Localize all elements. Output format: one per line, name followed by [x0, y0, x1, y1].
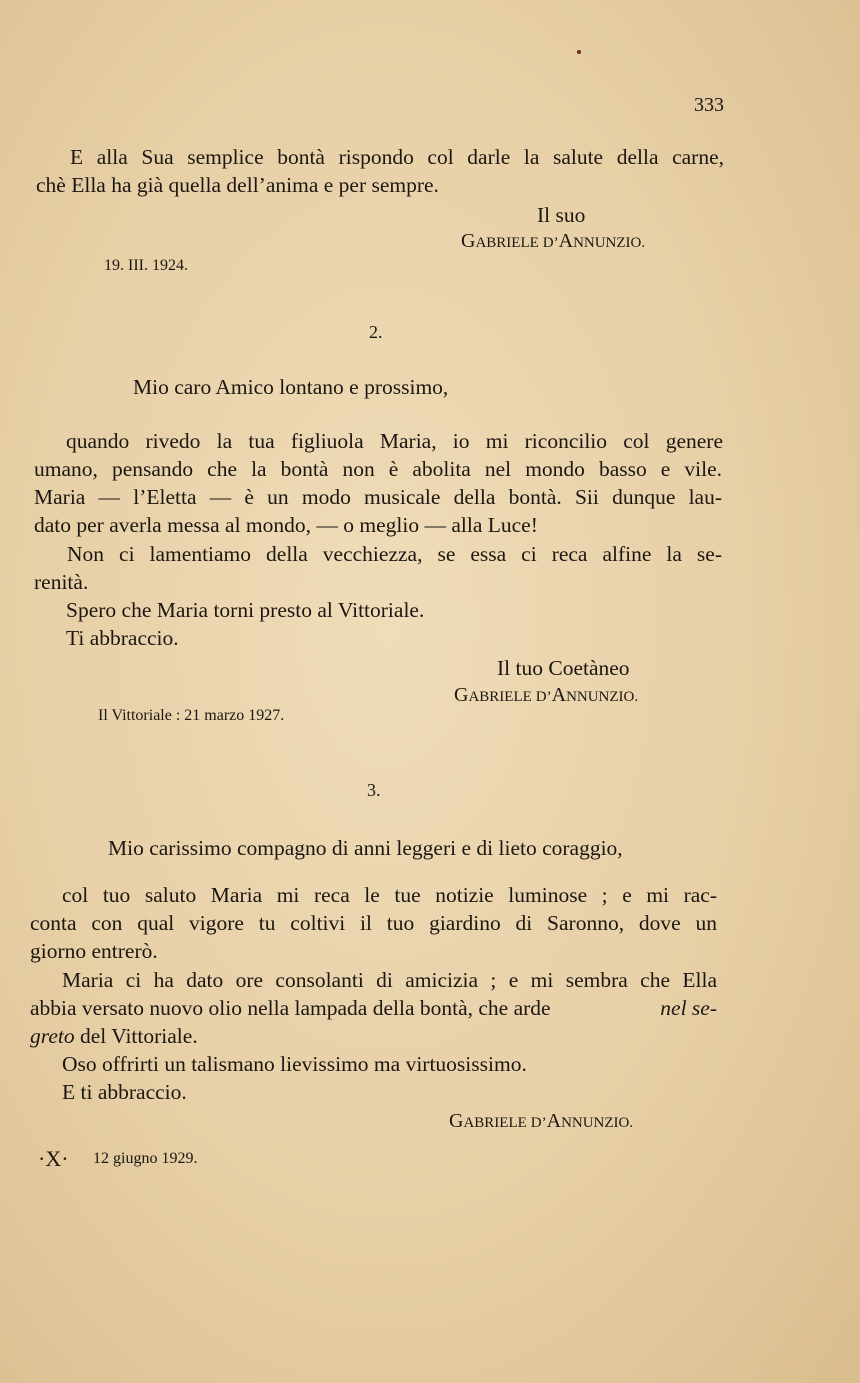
letter2-date: Il Vittoriale : 21 marzo 1927.: [98, 707, 285, 724]
letter2-line-1: quando rivedo la tua figliuola Maria, io mi riconcilio col genere: [66, 429, 723, 453]
letter1-signature: GABRIELE D’ANNUNZIO.: [461, 230, 646, 252]
letter1-line-2: chè Ella ha già quella dell’anima e per sempre.: [36, 173, 439, 197]
letter2-signature: GABRIELE D’ANNUNZIO.: [454, 684, 639, 706]
letter3-line-6: greto del Vittoriale.: [30, 1024, 198, 1048]
letter1-date: 19. III. 1924.: [104, 257, 188, 274]
letter2-line-5: Non ci lamentiamo della vecchiezza, se essa ci reca alfine la se-: [67, 542, 722, 566]
letter3-line-5: abbia versato nuovo olio nella lampada della bontà, che arde nel se-: [30, 996, 717, 1020]
page-number: 333: [694, 94, 724, 116]
letter2-closing: Il tuo Coetàneo: [497, 656, 630, 680]
letter1-closing: Il suo: [537, 203, 586, 227]
letter3-line-3: giorno entrerò.: [30, 939, 158, 963]
letter3-line-8: E ti abbraccio.: [62, 1080, 187, 1104]
letter3-line-1: col tuo saluto Maria mi reca le tue notizie luminose ; e mi rac-: [62, 883, 717, 907]
letter3-line-4: Maria ci ha dato ore consolanti di amicizia ; e mi sembra che Ella: [62, 968, 717, 992]
letter3-salutation: Mio carissimo compagno di anni leggeri e di lieto coraggio,: [108, 836, 623, 860]
letter3-date: 12 giugno 1929.: [93, 1150, 198, 1167]
letter3-line-7: Oso offrirti un talismano lievissimo ma virtuosissimo.: [62, 1052, 527, 1076]
letter2-line-8: Ti abbraccio.: [66, 626, 179, 650]
letter3-number: 3.: [367, 780, 381, 800]
letter3-signature: GABRIELE D’ANNUNZIO.: [449, 1110, 634, 1132]
letter1-line-1: E alla Sua semplice bontà rispondo col darle la salute della carne,: [70, 145, 724, 169]
letter2-number: 2.: [369, 322, 383, 342]
italic-fragment: nel se-: [660, 996, 717, 1020]
letter2-line-4: dato per averla messa al mondo, — o meglio — alla Luce!: [34, 513, 538, 537]
letter3-line-2: conta con qual vigore tu coltivi il tuo giardino di Saronno, dove un: [30, 911, 717, 935]
letter2-line-7: Spero che Maria torni presto al Vittoriale.: [66, 598, 425, 622]
letter2-line-6: renità.: [34, 570, 89, 594]
letter2-line-3: Maria — l’Eletta — è un modo musicale della bontà. Sii dunque lau-: [34, 485, 722, 509]
ornament-icon: ·X·: [38, 1146, 69, 1171]
letter2-salutation: Mio caro Amico lontano e prossimo,: [133, 375, 449, 399]
letter2-line-2: umano, pensando che la bontà non è abolita nel mondo basso e vile.: [34, 457, 722, 481]
ink-spot: [577, 50, 581, 54]
